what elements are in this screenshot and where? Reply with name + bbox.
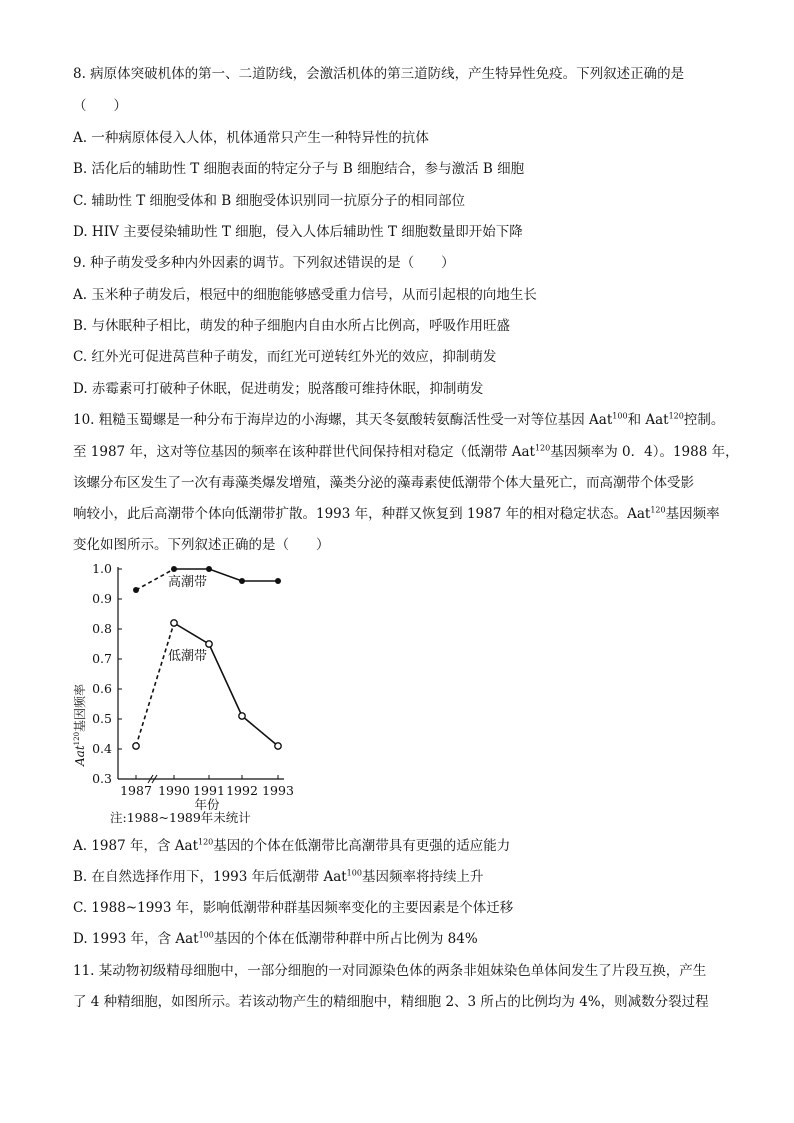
data-point-low-tide	[275, 743, 281, 749]
x-axis	[118, 775, 294, 798]
q9-option-d: D. 赤霉素可打破种子休眠，促进萌发；脱落酸可维持休眠，抑制萌发	[73, 381, 484, 397]
q9-option-b: B. 与休眠种子相比，萌发的种子细胞内自由水所占比例高，呼吸作用旺盛	[73, 318, 511, 334]
y-tick-label: 0.5	[92, 711, 112, 726]
q10-stem-line5: 变化如图所示。下列叙述正确的是（ ）	[73, 537, 330, 553]
q10-stem-line1: 10. 粗糙玉蜀螺是一种分布于海岸边的小海螺，其天冬氨酸转氨酶活性受一对等位基因 Aat$^{100}$和 Aat$^{120}$控制。	[73, 411, 725, 428]
x-tick-label: 1992	[226, 783, 258, 798]
data-point-high-tide	[275, 578, 281, 584]
q10-option-c: C. 1988~1993 年，影响低潮带种群基因频率变化的主要因素是个体迁移	[73, 900, 514, 916]
data-point-high-tide	[171, 566, 177, 572]
x-tick-label: 1991	[193, 783, 225, 798]
q8-option-a: A. 一种病原体侵入人体，机体通常只产生一种特异性的抗体	[73, 130, 429, 146]
series-label-high-tide: 高潮带	[168, 575, 208, 590]
y-tick-label: 0.4	[92, 741, 112, 756]
y-tick-label: 0.3	[92, 771, 112, 786]
data-point-low-tide	[206, 641, 212, 647]
x-tick-label: 1993	[262, 783, 294, 798]
series-label-low-tide: 低潮带	[168, 649, 208, 664]
q9-stem: 9. 种子萌发受多种内外因素的调节。下列叙述错误的是（ ）	[73, 255, 455, 271]
data-point-low-tide	[133, 743, 139, 749]
data-point-high-tide	[239, 578, 245, 584]
q8-option-b: B. 活化后的辅助性 T 细胞表面的特定分子与 B 细胞结合，参与激活 B 细胞	[73, 161, 525, 177]
q8-option-d: D. HIV 主要侵染辅助性 T 细胞，侵入人体后辅助性 T 细胞数量即开始下降	[73, 224, 523, 240]
data-point-low-tide	[239, 713, 245, 719]
gene-frequency-line-chart	[70, 556, 310, 828]
y-tick-label: 0.8	[92, 621, 112, 636]
q11-stem-line1: 11. 某动物初级精母细胞中，一部分细胞的一对同源染色体的两条非姐妹染色单体间发生了片段互换，产生	[73, 963, 707, 979]
y-tick-label: 1.0	[92, 561, 112, 576]
q10-stem-line4: 响较小，此后高潮带个体向低潮带扩散。1993 年，种群又恢复到 1987 年的相对稳定状态。Aat$^{120}$基因频率	[73, 505, 720, 522]
q11-stem-line2: 了 4 种精细胞，如图所示。若该动物产生的精细胞中，精细胞 2、3 所占的比例均为 4%，则减数分裂过程	[73, 994, 709, 1010]
q10-stem-line2: 至 1987 年，这对等位基因的频率在该种群世代间保持相对稳定（低潮带 Aat$^{120}$基因频率为 0．4）。1988 年，	[73, 443, 739, 460]
q10-option-b: B. 在自然选择作用下，1993 年后低潮带 Aat$^{100}$基因频率将持续上升	[73, 868, 484, 885]
data-point-high-tide	[206, 566, 212, 572]
q8-stem-line2: （ ）	[73, 98, 127, 114]
q10-option-d: D. 1993 年，含 Aat$^{100}$基因的个体在低潮带种群中所占比例为 84%	[73, 930, 478, 947]
chart-note: 注:1988~1989年未统计	[110, 810, 251, 825]
series-line-dashed-low-tide	[136, 623, 174, 746]
q8-stem-line1: 8. 病原体突破机体的第一、二道防线，会激活机体的第三道防线，产生特异性免疫。下列叙述正确的是	[73, 66, 685, 82]
q10-stem-line3: 该螺分布区发生了一次有毒藻类爆发增殖，藻类分泌的藻毒素使低潮带个体大量死亡，而高潮带个体受影	[73, 475, 694, 491]
y-axis	[92, 561, 122, 786]
q9-option-a: A. 玉米种子萌发后，根冠中的细胞能够感受重力信号，从而引起根的向地生长	[73, 287, 537, 303]
y-tick-label: 0.7	[92, 651, 112, 666]
y-tick-label: 0.6	[92, 681, 112, 696]
q8-option-c: C. 辅助性 T 细胞受体和 B 细胞受体识别同一抗原分子的相同部位	[73, 193, 466, 209]
data-point-low-tide	[171, 620, 177, 626]
series-line-low-tide	[174, 623, 278, 746]
x-axis-title: 年份	[194, 797, 220, 812]
y-tick-label: 0.9	[92, 591, 112, 606]
data-point-high-tide	[133, 587, 139, 593]
q10-option-a: A. 1987 年，含 Aat$^{120}$基因的个体在低潮带比高潮带具有更强的适应能力	[73, 837, 511, 854]
x-tick-label: 1987	[120, 783, 152, 798]
x-tick-label: 1990	[158, 783, 190, 798]
q9-option-c: C. 红外光可促进莴苣种子萌发，而红光可逆转红外光的效应，抑制萌发	[73, 349, 497, 365]
y-axis-title: Aat$^{120}$基因频率	[73, 683, 87, 766]
